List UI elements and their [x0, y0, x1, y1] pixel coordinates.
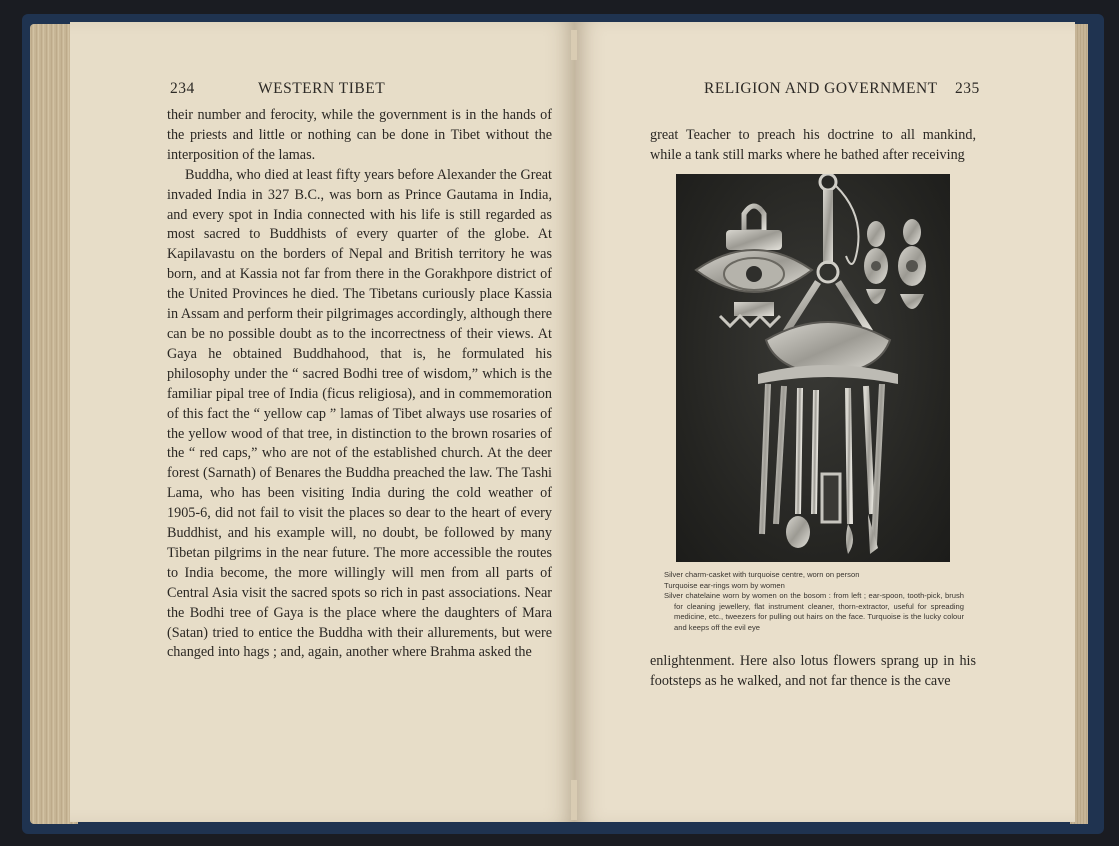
caption-line: Turquoise ear-rings worn by women	[664, 580, 785, 590]
binding-thread-top	[571, 30, 577, 60]
right-page-number: 235	[955, 80, 980, 97]
caption-line: Silver chatelaine worn by women on the bosom : from left ; ear-spoon, tooth-pick, brush for cleaning jewellery, flat instrument cleaner, thorn-extractor, useful for spreading medicine, etc., tweezers for pulling out hairs on the face. Turquoise is the lucky colour and keeps off the evil eye	[664, 591, 964, 632]
left-page-body	[167, 106, 552, 663]
left-page-number: 234	[170, 80, 195, 97]
right-running-head: RELIGION AND GOVERNMENT	[704, 80, 938, 97]
paragraph: enlightenment. Here also lotus flowers sprang up in his footsteps as he walked, and not far thence is the cave	[650, 653, 976, 689]
paragraph: their number and ferocity, while the government is in the hands of the priests and little or nothing can be done in Tibet without the interposition of the lamas.	[167, 107, 552, 163]
binding-thread-bottom	[571, 780, 577, 820]
caption-line: Silver charm-casket with turquoise centre, worn on person	[664, 570, 860, 579]
plate-caption	[664, 570, 964, 634]
paragraph: great Teacher to preach his doctrine to all mankind, while a tank still marks where he bathed after receiving	[650, 127, 976, 163]
right-page-body-top	[650, 126, 976, 166]
jewellery-photograph	[676, 174, 950, 562]
left-running-head: WESTERN TIBET	[258, 80, 386, 97]
jewellery-illustration	[676, 174, 950, 562]
turquoise-earrings	[864, 219, 926, 309]
right-page-body-bottom	[650, 652, 976, 692]
charm-casket	[696, 206, 812, 326]
paragraph: Buddha, who died at least fifty years before Alexander the Great invaded India in 327 B.C., was born as Prince Gautama in India, and every spot in India connected with his life is still regarded as most sacred to Buddhists of every quarter of the globe. At Kapilavastu on the borders of Nepal and British territory he was born, and at Kassia not far from there in the Gorakhpore district of the United Provinces he died. The Tibetans curiously place Kassia in Assam and perform their pilgrimages accordingly, although there can be no possible doubt as to the incorrectness of their views. At Gaya he obtained Buddhahood, that is, he formulated his philosophy under the “ sacred Bodhi tree of wisdom,” which is the familiar pipal tree of India (ficus religiosa), and in commemoration of this fact the “ yellow cap ” lamas of Tibet always use rosaries of the yellow wood of that tree, in distinction to the brown rosaries of the “ red caps,” who are not of the established church. At the deer forest (Sarnath) of Benares the Buddha preached the law. The Tashi Lama, who has been visiting India during the cold weather of 1905-6, did not fail to visit the places so dear to the heart of every Buddhist, and his example will, no doubt, be followed by many Tibetan pilgrims in the near future. The more accessible the routes to India become, the more willingly will men from all parts of Central Asia visit the sacred spots so rich in past associations. Near the Bodhi tree of Gaya is the place where the daughters of Mara (Satan) tried to entice the Buddha with their allurements, but were changed into hags ; and, again, another where Brahma asked the	[167, 166, 552, 661]
